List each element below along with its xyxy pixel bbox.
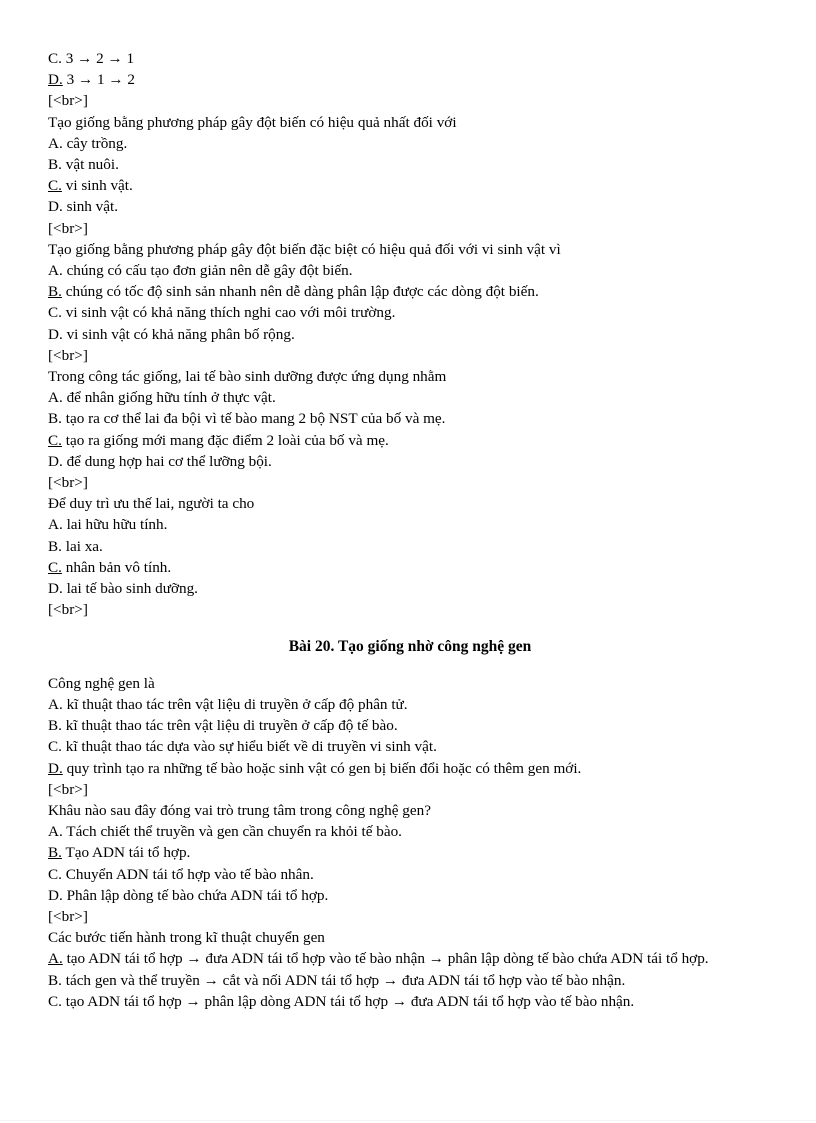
- answer-option: [48, 196, 772, 217]
- answer-option: [48, 387, 772, 408]
- option-letter: A.: [48, 516, 63, 534]
- correct-answer-letter: C.: [48, 177, 62, 195]
- answer-option: [48, 557, 772, 578]
- option-text: kĩ thuật thao tác dựa vào sự hiểu biết về di truyền vi sinh vật.: [61, 738, 437, 756]
- separator: [<br>]: [48, 474, 88, 492]
- answer-option: [48, 864, 772, 885]
- correct-answer-letter: B.: [48, 844, 62, 862]
- answer-option: [48, 821, 772, 842]
- correct-answer-letter: B.: [48, 283, 62, 301]
- answer-option: [48, 842, 772, 863]
- answer-option: [48, 451, 772, 472]
- option-letter: C.: [48, 738, 62, 756]
- answer-option: [48, 991, 772, 1012]
- option-text: tạo ra cơ thể lai đa bội vì tế bào mang 2 bộ NST của bố và mẹ.: [61, 410, 446, 428]
- option-text: tạo ra giống mới mang đặc điểm 2 loài của bố và mẹ.: [61, 431, 389, 449]
- option-letter: B.: [48, 156, 62, 174]
- option-letter: A.: [48, 262, 63, 280]
- option-c: C. 3 → 2 → 1: [48, 50, 135, 67]
- answer-option: [48, 758, 772, 779]
- option-text: vi sinh vật có khả năng thích nghi cao với môi trường.: [61, 304, 396, 322]
- answer-option: [48, 281, 772, 302]
- option-text: cây trồng.: [62, 134, 128, 152]
- option-letter: D.: [48, 580, 63, 598]
- question-stem: Tạo giống bằng phương pháp gây đột biến có hiệu quả nhất đối với: [48, 113, 457, 131]
- answer-option: [48, 578, 772, 599]
- page-bottom-edge: [0, 1120, 816, 1121]
- separator: [<br>]: [48, 780, 88, 798]
- option-text: vi sinh vật.: [61, 177, 133, 195]
- option-text: tạo ADN tái tổ hợp → phân lập dòng ADN tái tổ hợp → đưa ADN tái tổ hợp vào tế bào nhận.: [61, 992, 635, 1010]
- answer-option: [48, 133, 772, 154]
- option-text: lai xa.: [61, 537, 103, 555]
- question-stem: Công nghệ gen là: [48, 674, 155, 692]
- document-page: [48, 48, 772, 1012]
- answer-option: [48, 302, 772, 323]
- option-text: kĩ thuật thao tác trên vật liệu di truyền ở cấp độ tế bào.: [61, 717, 398, 735]
- option-text: 3 → 1 → 2: [62, 71, 135, 89]
- option-text: vật nuôi.: [61, 156, 119, 174]
- option-text: Tạo ADN tái tổ hợp.: [61, 844, 191, 862]
- correct-answer-letter: A.: [48, 950, 63, 968]
- option-letter: A.: [48, 823, 63, 841]
- answer-option: [48, 736, 772, 757]
- answer-option: [48, 260, 772, 281]
- option-letter: B.: [48, 971, 62, 989]
- option-letter: B.: [48, 717, 62, 735]
- section-title: Bài 20. Tạo giống nhờ công nghệ gen: [288, 638, 532, 656]
- answer-option: [48, 536, 772, 557]
- option-text: quy trình tạo ra những tế bào hoặc sinh vật có gen bị biến đổi hoặc có thêm gen mới.: [62, 759, 582, 777]
- correct-answer-letter: C.: [48, 431, 62, 449]
- answer-option: [48, 885, 772, 906]
- correct-answer-letter: D.: [48, 759, 63, 777]
- option-text: vi sinh vật có khả năng phân bố rộng.: [62, 325, 295, 343]
- option-letter: C.: [48, 992, 62, 1010]
- option-letter: D.: [48, 198, 63, 216]
- separator: [<br>]: [48, 219, 88, 237]
- option-text: chúng có tốc độ sinh sản nhanh nên dễ dàng phân lập được các dòng đột biến.: [61, 283, 539, 301]
- question-stem: Tạo giống bằng phương pháp gây đột biến đặc biệt có hiệu quả đối với vi sinh vật vì: [48, 240, 561, 258]
- separator: [<br>]: [48, 907, 88, 925]
- option-letter: B.: [48, 410, 62, 428]
- answer-option: [48, 970, 772, 991]
- option-letter: D.: [48, 886, 63, 904]
- option-text: sinh vật.: [62, 198, 119, 216]
- option-text: kĩ thuật thao tác trên vật liệu di truyền ở cấp độ phân tử.: [62, 695, 408, 713]
- answer-option: [48, 324, 772, 345]
- option-text: Phân lập dòng tế bào chứa ADN tái tổ hợp.: [62, 886, 329, 904]
- option-text: lai tế bào sinh dưỡng.: [62, 580, 198, 598]
- answer-option: [48, 694, 772, 715]
- option-text: Chuyển ADN tái tổ hợp vào tế bào nhân.: [61, 865, 314, 883]
- option-text: chúng có cấu tạo đơn giản nên dễ gây đột biến.: [62, 262, 353, 280]
- correct-answer-letter: C.: [48, 558, 62, 576]
- option-text: Tách chiết thể truyền và gen cần chuyển ra khỏi tế bào.: [62, 823, 402, 841]
- section-question-list: [48, 673, 772, 1012]
- separator: [<br>]: [48, 601, 88, 619]
- separator: [<br>]: [48, 346, 88, 364]
- answer-option: [48, 715, 772, 736]
- separator: [<br>]: [48, 92, 88, 110]
- answer-option: [48, 514, 772, 535]
- question-stem: Các bước tiến hành trong kĩ thuật chuyển gen: [48, 929, 325, 947]
- option-letter: C.: [48, 865, 62, 883]
- option-letter: D.: [48, 452, 63, 470]
- answer-option: [48, 430, 772, 451]
- option-text: để dung hợp hai cơ thể lưỡng bội.: [62, 452, 272, 470]
- answer-option: [48, 154, 772, 175]
- option-text: tách gen và thể truyền → cắt và nối ADN tái tổ hợp → đưa ADN tái tổ hợp vào tế bào nhận.: [61, 971, 626, 989]
- question-stem: Khâu nào sau đây đóng vai trò trung tâm trong công nghệ gen?: [48, 801, 431, 819]
- answer-option: [48, 948, 772, 969]
- question-stem: Để duy trì ưu thế lai, người ta cho: [48, 495, 255, 513]
- option-letter: B.: [48, 537, 62, 555]
- answer-option: [48, 408, 772, 429]
- option-letter: C.: [48, 304, 62, 322]
- question-stem: Trong công tác giống, lai tế bào sinh dưỡng được ứng dụng nhằm: [48, 368, 447, 386]
- option-text: để nhân giống hữu tính ở thực vật.: [62, 389, 276, 407]
- answer-option: [48, 175, 772, 196]
- option-letter: A.: [48, 389, 63, 407]
- option-d: [48, 69, 772, 90]
- option-text: tạo ADN tái tổ hợp → đưa ADN tái tổ hợp vào tế bào nhận → phân lập dòng tế bào chứa ADN tái tổ hợp.: [62, 950, 709, 968]
- option-letter: D.: [48, 71, 63, 89]
- option-letter: A.: [48, 134, 63, 152]
- option-text: nhân bản vô tính.: [61, 558, 172, 576]
- option-letter: D.: [48, 325, 63, 343]
- question-list: [48, 112, 772, 621]
- option-letter: A.: [48, 695, 63, 713]
- option-text: lai hữu hữu tính.: [62, 516, 168, 534]
